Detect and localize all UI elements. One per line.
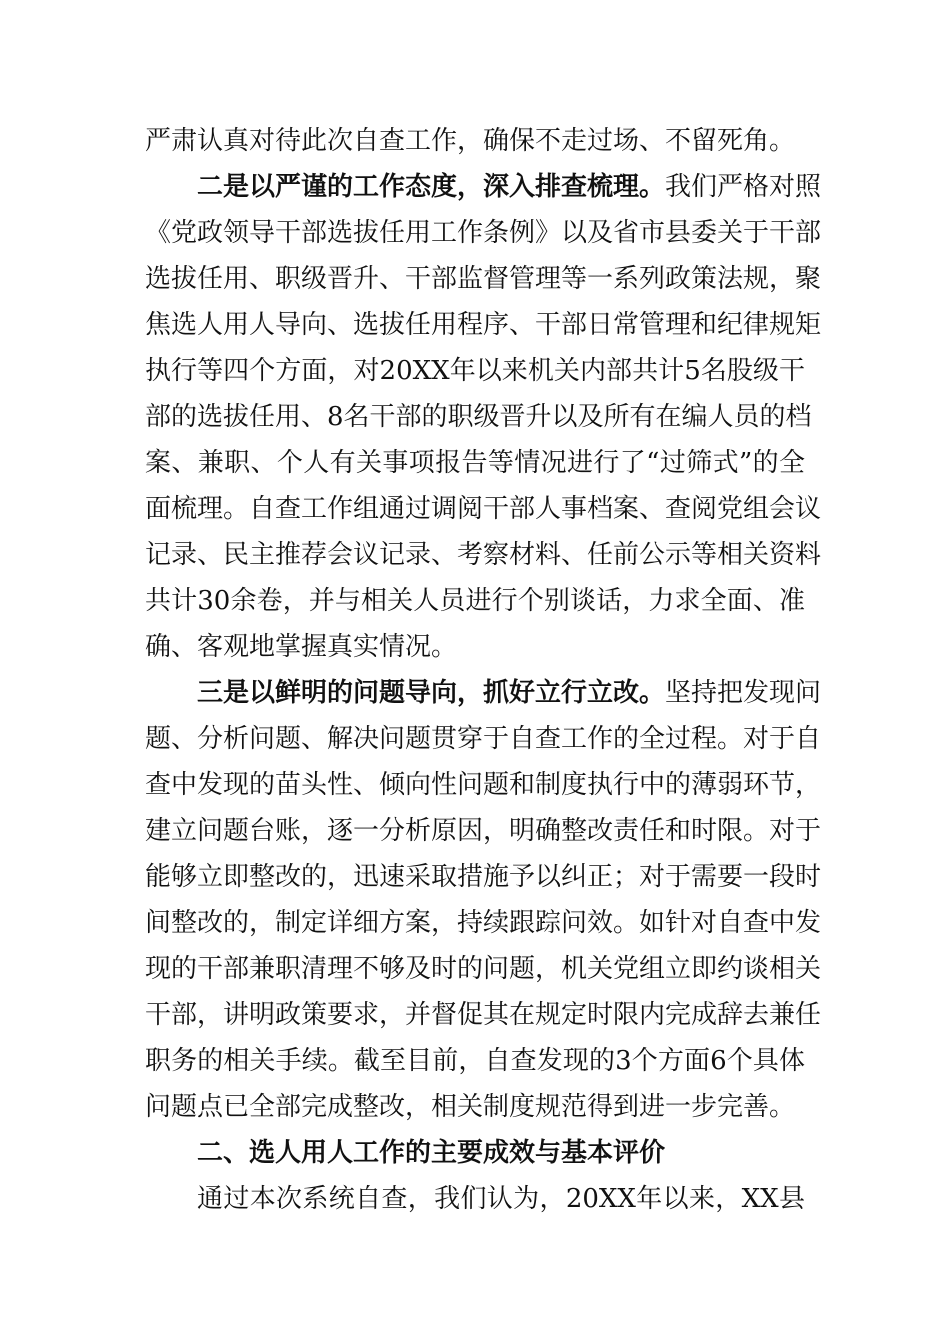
paragraph-line <box>145 118 805 164</box>
paragraph-line <box>145 164 822 210</box>
section-heading <box>145 1130 805 1176</box>
paragraph-line <box>145 946 822 992</box>
line-text: 选拔任用、职级晋升、干部监督管理等一系列政策法规，聚 <box>145 264 822 294</box>
paragraph-line <box>145 716 822 762</box>
paragraph-line <box>145 302 822 348</box>
line-text: 题、分析问题、解决问题贯穿于自查工作的全过程。对于自 <box>145 724 822 754</box>
line-text: 《党政领导干部选拔任用工作条例》以及省市县委关于干部 <box>145 218 822 248</box>
line-text: 确、客观地掌握真实情况。 <box>145 632 458 662</box>
line-text: 严肃认真对待此次自查工作，确保不走过场、不留死角。 <box>145 126 796 156</box>
line-text: 案、兼职、个人有关事项报告等情况进行了“过筛式”的全 <box>145 448 805 478</box>
paragraph-line <box>145 486 822 532</box>
line-text: 执行等四个方面，对20XX年以来机关内部共计5名股级干 <box>145 356 805 386</box>
paragraph-line <box>145 532 822 578</box>
bold-lead: 二是以严谨的工作态度，深入排查梳理。 <box>197 172 666 202</box>
line-text: 能够立即整改的，迅速采取措施予以纠正；对于需要一段时 <box>145 862 822 892</box>
line-text: 建立问题台账，逐一分析原因，明确整改责任和时限。对于 <box>145 816 822 846</box>
line-text: 部的选拔任用、8名干部的职级晋升以及所有在编人员的档 <box>145 402 812 432</box>
paragraph-line <box>145 256 822 302</box>
heading-text: 二、选人用人工作的主要成效与基本评价 <box>197 1138 666 1168</box>
paragraph-line <box>145 578 805 624</box>
line-text: 问题点已全部完成整改，相关制度规范得到进一步完善。 <box>145 1092 796 1122</box>
line-text: 查中发现的苗头性、倾向性问题和制度执行中的薄弱环节， <box>145 770 822 800</box>
line-text: 干部，讲明政策要求，并督促其在规定时限内完成辞去兼任 <box>145 1000 822 1030</box>
line-text: 职务的相关手续。截至目前，自查发现的3个方面6个具体 <box>145 1046 805 1076</box>
line-text: 记录、民主推荐会议记录、考察材料、任前公示等相关资料 <box>145 540 822 570</box>
paragraph-line <box>145 624 805 670</box>
line-text: 间整改的，制定详细方案，持续跟踪问效。如针对自查中发 <box>145 908 822 938</box>
paragraph-line <box>145 808 822 854</box>
paragraph-line <box>145 1038 805 1084</box>
line-text: 我们严格对照 <box>665 172 822 202</box>
line-text: 坚持把发现问 <box>665 678 822 708</box>
line-text: 现的干部兼职清理不够及时的问题，机关党组立即约谈相关 <box>145 954 822 984</box>
document-page <box>145 118 822 1222</box>
line-text: 焦选人用人导向、选拔任用程序、干部日常管理和纪律规矩 <box>145 310 822 340</box>
paragraph-line <box>145 1084 805 1130</box>
paragraph-line <box>145 762 822 808</box>
paragraph-line <box>145 440 805 486</box>
bold-lead: 三是以鲜明的问题导向，抓好立行立改。 <box>197 678 666 708</box>
paragraph-line <box>145 992 822 1038</box>
paragraph-line <box>145 900 822 946</box>
paragraph-line <box>145 348 805 394</box>
paragraph-line <box>145 854 822 900</box>
paragraph-line <box>145 670 822 716</box>
paragraph-line <box>145 210 822 256</box>
paragraph-line <box>145 1176 805 1222</box>
paragraph-line <box>145 394 812 440</box>
line-text: 面梳理。自查工作组通过调阅干部人事档案、查阅党组会议 <box>145 494 822 524</box>
line-text: 通过本次系统自查，我们认为，20XX年以来，XX县 <box>197 1184 805 1214</box>
line-text: 共计30余卷，并与相关人员进行个别谈话，力求全面、准 <box>145 586 805 616</box>
